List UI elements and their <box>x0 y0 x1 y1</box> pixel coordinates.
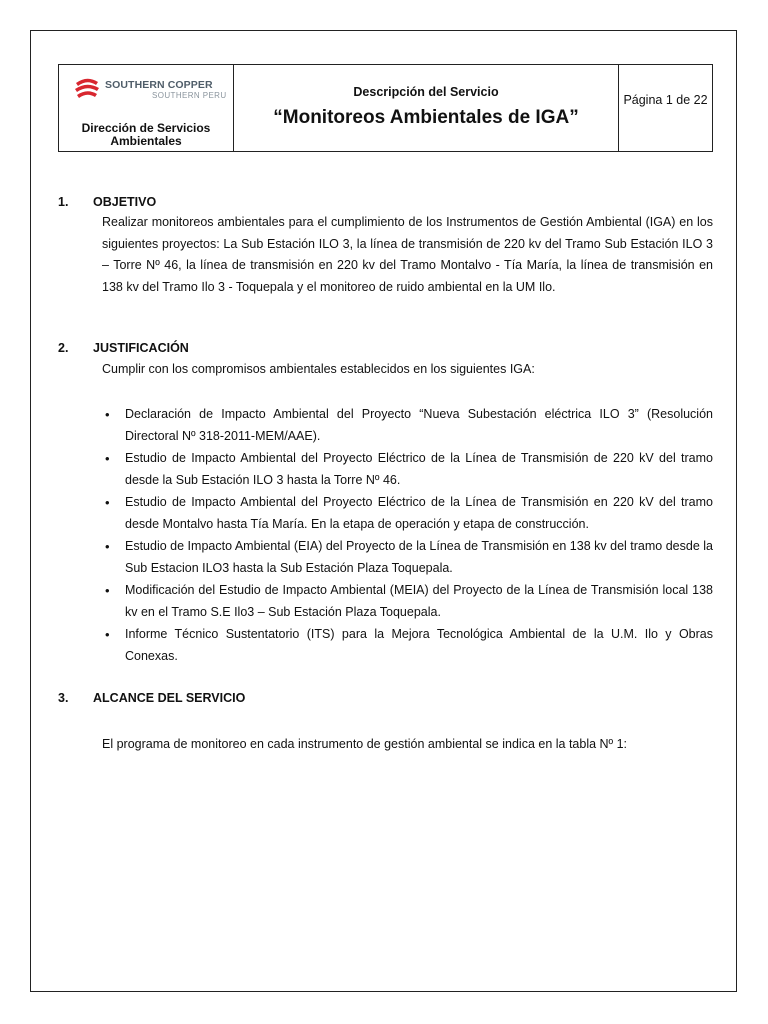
list-item <box>102 492 713 535</box>
list-item <box>102 404 713 447</box>
bullet-icon: • <box>105 451 110 466</box>
document-page <box>30 30 737 992</box>
section-title: ALCANCE DEL SERVICIO <box>93 691 246 705</box>
header-middle-cell <box>234 65 619 151</box>
list-item-text: Modificación del Estudio de Impacto Ambiental (MEIA) del Proyecto de la Línea de Transmisión local 138 kv en el Tramo S.E Ilo3 – Sub Estación Plaza Toquepala. <box>125 583 713 619</box>
bullet-icon: • <box>105 627 110 642</box>
southern-copper-logo-icon <box>72 76 102 102</box>
logo-sub-text: SOUTHERN PERU <box>152 91 227 100</box>
bullet-icon: • <box>105 583 110 598</box>
list-item <box>102 580 713 623</box>
list-item <box>102 624 713 667</box>
header-right-cell <box>619 65 712 151</box>
section-paragraph: El programa de monitoreo en cada instrumento de gestión ambiental se indica en la tabla Nº 1: <box>102 737 628 751</box>
header-table <box>58 64 713 152</box>
list-item-text: Estudio de Impacto Ambiental del Proyecto Eléctrico de la Línea de Transmisión de 220 kV del tramo desde la Sub Estación ILO 3 hasta la Torre Nº 46. <box>125 451 713 487</box>
section-paragraph: Realizar monitoreos ambientales para el cumplimiento de los Instrumentos de Gestión Ambiental (IGA) en los siguientes proyectos: La Sub Estación ILO 3, la línea de transmisión de 220 kv del Tramo Sub Estación ILO 3 – Torre Nº 46, la línea de transmisión en 220 kv del Tramo Montalvo - Tía María, la línea de transmisión en 138 kv del Tramo Ilo 3 - Toquepala y el monitoreo de ruido ambiental en la UM Ilo. <box>102 215 713 294</box>
section-paragraph: Cumplir con los compromisos ambientales establecidos en los siguientes IGA: <box>102 362 535 376</box>
page-number: Página 1 de 22 <box>623 93 708 107</box>
list-item <box>102 536 713 579</box>
list-item <box>102 448 713 491</box>
department-name: Dirección de Servicios Ambientales <box>81 121 211 148</box>
list-item-text: Estudio de Impacto Ambiental del Proyecto Eléctrico de la Línea de Transmisión en 220 kV del tramo desde Montalvo hasta Tía María. En la etapa de operación y etapa de construcción. <box>125 495 713 531</box>
section-title: JUSTIFICACIÓN <box>93 341 189 355</box>
iga-list <box>102 404 713 668</box>
service-title: “Monitoreos Ambientales de IGA” <box>273 107 579 128</box>
company-logo <box>72 76 232 102</box>
service-label: Descripción del Servicio <box>353 85 499 99</box>
bullet-icon: • <box>105 539 110 554</box>
bullet-icon: • <box>105 407 110 422</box>
list-item-text: Declaración de Impacto Ambiental del Proyecto “Nueva Subestación eléctrica ILO 3” (Resolución Directoral Nº 318-2011-MEM/AAE). <box>125 407 713 443</box>
header-left-cell <box>59 65 234 151</box>
list-item-text: Informe Técnico Sustentatorio (ITS) para la Mejora Tecnológica Ambiental de la U.M. Ilo y Obras Conexas. <box>125 627 713 663</box>
section-number: 2. <box>58 341 69 355</box>
list-item-text: Estudio de Impacto Ambiental (EIA) del Proyecto de la Línea de Transmisión en 138 kv del tramo desde la Sub Estacion ILO3 hasta la Sub Estación Plaza Toquepala. <box>125 539 713 575</box>
section-number: 3. <box>58 691 69 705</box>
bullet-icon: • <box>105 495 110 510</box>
logo-main-text: SOUTHERN COPPER <box>105 79 213 91</box>
section-number: 1. <box>58 195 69 209</box>
section-title: OBJETIVO <box>93 195 157 209</box>
